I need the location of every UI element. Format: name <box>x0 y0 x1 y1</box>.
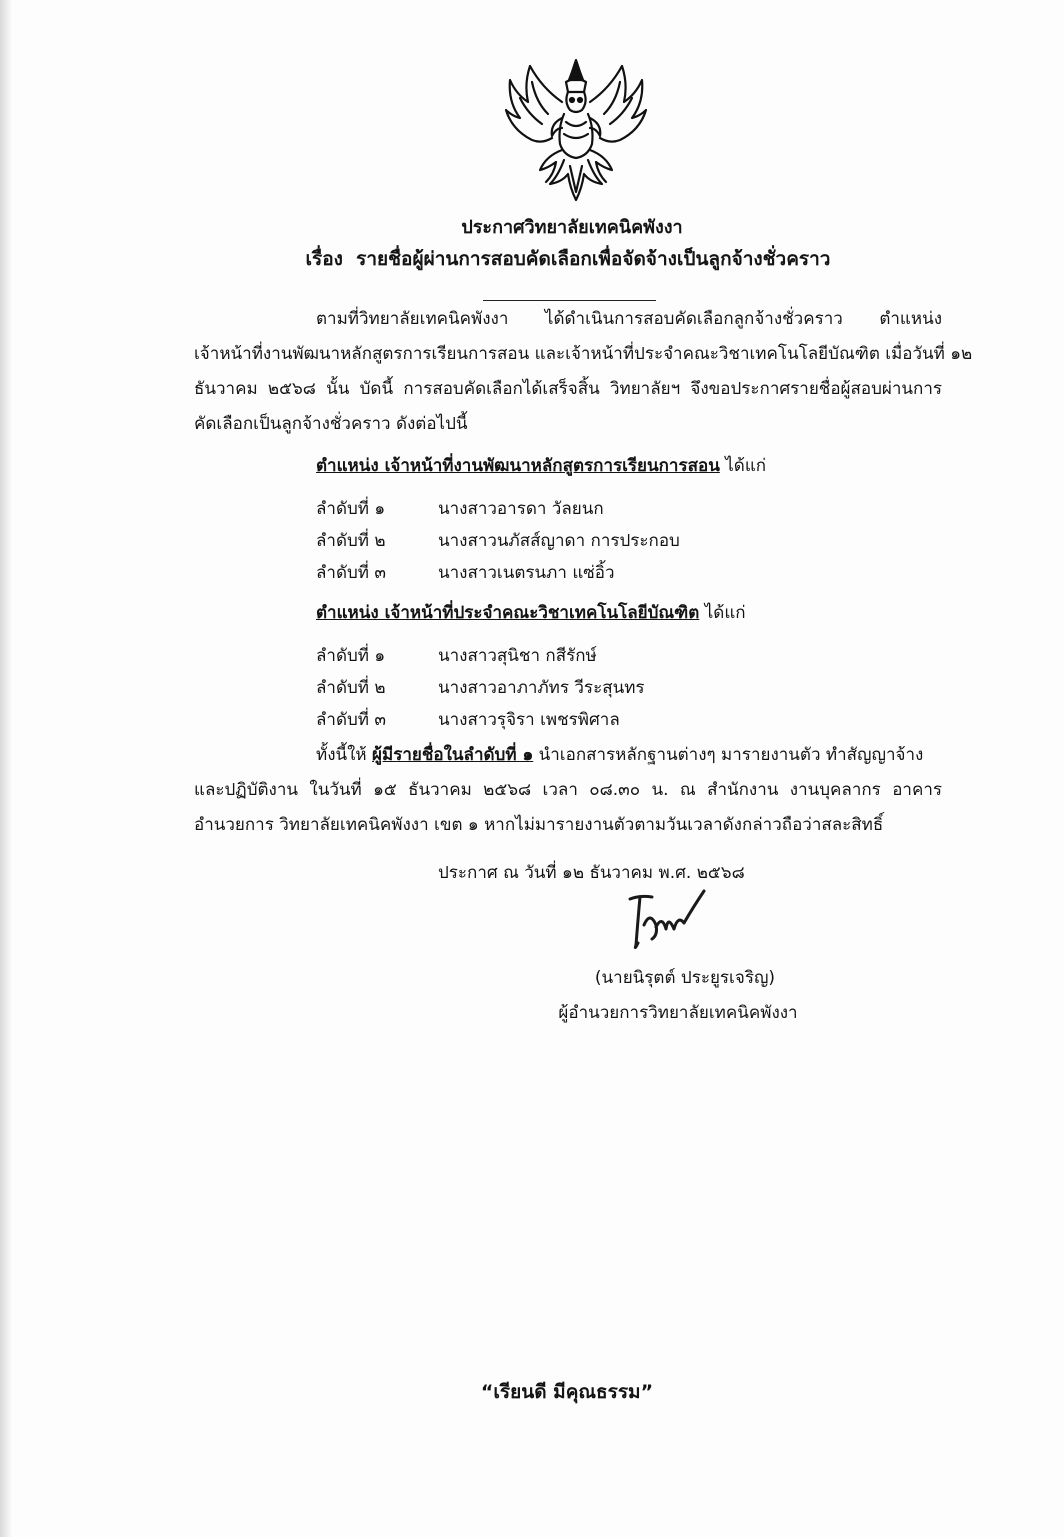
signer-title: ผู้อำนวยการวิทยาลัยเทคนิคพังงา <box>558 1003 798 1023</box>
closing-line-3: อำนวยการ วิทยาลัยเทคนิคพังงา เขต ๑ หากไม่มารายงานตัวตามวันเวลาดังกล่าวถือว่าสละสิทธิ์ <box>194 815 884 835</box>
candidate-rank: ลำดับที่ ๒ <box>316 531 386 551</box>
closing-lead: ทั้งนี้ให้ <box>316 745 373 765</box>
signer-name: (นายนิรุตต์ ประยูรเจริญ) <box>594 968 776 988</box>
candidate-name: นางสาวเนตรนภา แซ่อิ้ว <box>438 563 615 583</box>
candidate-name: นางสาวรุจิรา เพชรพิศาล <box>438 710 620 730</box>
handwritten-signature <box>622 885 712 955</box>
closing-rest: นำเอกสารหลักฐานต่างๆ มารายงานตัว ทำสัญญาจ้าง <box>533 745 924 765</box>
candidate-name: นางสาวสุนิชา กสีรักษ์ <box>438 646 597 666</box>
candidate-rank: ลำดับที่ ๑ <box>316 646 386 666</box>
announcement-title: ประกาศวิทยาลัยเทคนิคพังงา <box>461 217 683 238</box>
motto: “เรียนดี มีคุณธรรม” <box>480 1381 654 1403</box>
candidate-name: นางสาวนภัสส์ญาดา การประกอบ <box>438 531 680 551</box>
candidate-rank: ลำดับที่ ๓ <box>316 563 387 583</box>
announcement-date: ประกาศ ณ วันที่ ๑๒ ธันวาคม พ.ศ. ๒๕๖๘ <box>438 863 745 883</box>
subject-text: รายชื่อผู้ผ่านการสอบคัดเลือกเพื่อจัดจ้างเป็นลูกจ้างชั่วคราว <box>356 248 831 270</box>
intro-line-1: ตามที่วิทยาลัยเทคนิคพังงา ได้ดำเนินการสอบคัดเลือกลูกจ้างชั่วคราว ตำแหน่ง <box>316 309 942 329</box>
position-title-2: ตำแหน่ง เจ้าหน้าที่ประจำคณะวิชาเทคโนโลยีบัณฑิต <box>316 603 700 623</box>
candidate-rank: ลำดับที่ ๒ <box>316 678 386 698</box>
position-heading-1 <box>316 455 766 477</box>
closing-line-2: และปฏิบัติงาน ในวันที่ ๑๕ ธันวาคม ๒๕๖๘ เวลา ๐๘.๓๐ น. ณ สำนักงาน งานบุคลากร อาคาร <box>194 780 942 800</box>
intro-line-2: เจ้าหน้าที่งานพัฒนาหลักสูตรการเรียนการสอน และเจ้าหน้าที่ประจำคณะวิชาเทคโนโลยีบัณฑิต เมื่อวันที่ ๑๒ <box>194 344 973 364</box>
intro-line-3: ธันวาคม ๒๕๖๘ นั้น บัดนี้ การสอบคัดเลือกได้เสร็จสิ้น วิทยาลัยฯ จึงขอประกาศรายชื่อผู้สอบผ่านการ <box>194 379 942 399</box>
candidate-rank: ลำดับที่ ๓ <box>316 710 387 730</box>
closing-line-1 <box>316 744 923 766</box>
intro-line-4: คัดเลือกเป็นลูกจ้างชั่วคราว ดังต่อไปนี้ <box>194 414 468 434</box>
subject-label: เรื่อง <box>305 248 343 270</box>
candidate-rank: ลำดับที่ ๑ <box>316 499 386 519</box>
garuda-emblem-icon <box>502 58 650 204</box>
closing-emphasis: ผู้มีรายชื่อในลำดับที่ ๑ <box>372 745 534 765</box>
position-title-1: ตำแหน่ง เจ้าหน้าที่งานพัฒนาหลักสูตรการเรียนการสอน <box>316 456 720 476</box>
announcement-subject <box>36 248 1064 270</box>
position-heading-2 <box>316 602 746 624</box>
candidate-name: นางสาวอารดา วัลยนก <box>438 499 604 519</box>
scan-edge-shadow <box>0 0 12 1537</box>
position-suffix-2: ได้แก่ <box>699 603 746 623</box>
title-divider <box>483 300 656 301</box>
candidate-name: นางสาวอาภาภัทร วีระสุนทร <box>438 678 645 698</box>
position-suffix-1: ได้แก่ <box>719 456 767 476</box>
